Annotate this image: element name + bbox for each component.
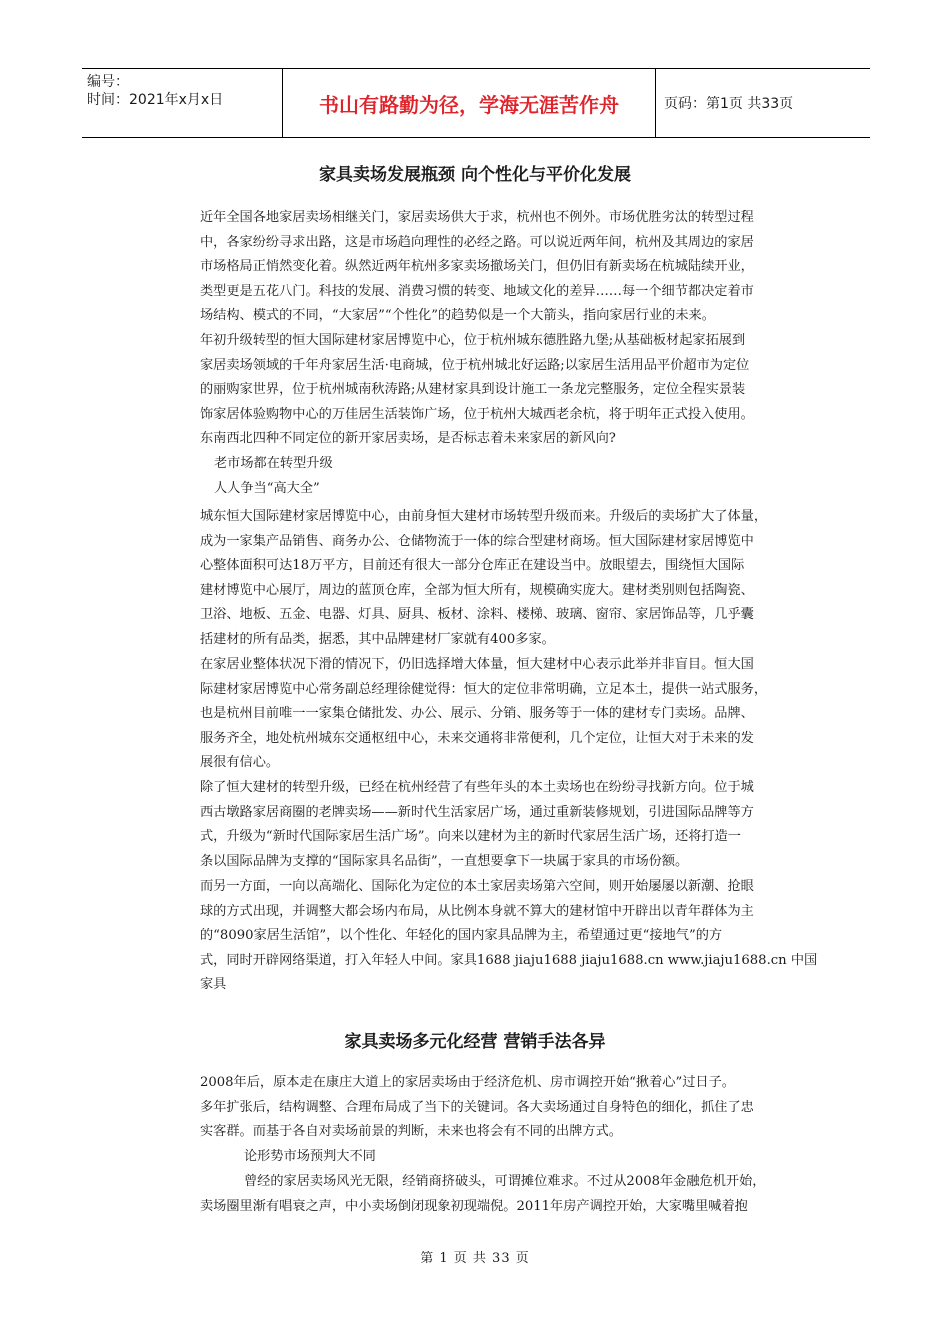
text-line: 也是杭州目前唯一一家集仓储批发、办公、展示、分销、服务等于一体的建材专门卖场。品牌、 (200, 706, 754, 722)
text-line: 括建材的所有品类，据悉，其中品牌建材厂家就有400多家。 (200, 631, 555, 647)
article1-paragraph-5 (200, 776, 820, 874)
text-line: 心整体面积可达18万平方，目前还有很大一部分仓库正在建设当中。放眼望去，围绕恒大国际 (200, 558, 745, 574)
article1-title: 家具卖场发展瓶颈 向个性化与平价化发展 (319, 165, 631, 185)
text-line: 而另一方面，一向以高端化、国际化为定位的本土家居卖场第六空间，则开始屡屡以新潮、抢眼 (200, 879, 754, 894)
text-line: 近年全国各地家居卖场相继关门，家居卖场供大于求，杭州也不例外。市场优胜劣汰的转型过程 (200, 210, 754, 225)
text-line: 西古墩路家居商圈的老牌卖场——新时代生活家居广场，通过重新装修规划，引进国际品牌等方 (200, 804, 754, 820)
text-line: 家居卖场领域的千年舟家居生活·电商城，位于杭州城北好运路;以家居生活用品平价超市为定位 (200, 357, 750, 373)
article2-title: 家具卖场多元化经营 营销手法各异 (344, 1032, 606, 1052)
header-page-info: 页码：第1页 共33页 (664, 96, 794, 112)
article2-paragraph-2 (200, 1170, 820, 1219)
text-line: 曾经的家居卖场风光无限，经销商挤破头，可谓摊位难求。不过从2008年金融危机开始， (244, 1174, 766, 1189)
text-line: 成为一家集产品销售、商务办公、仓储物流于一体的综合型建材商场。恒大国际建材家居博览中 (200, 533, 754, 549)
text-line: 卫浴、地板、五金、电器、灯具、厨具、板材、涂料、楼梯、玻璃、窗帘、家居饰品等，几乎囊 (200, 607, 754, 623)
document-number: 编号： (87, 74, 129, 90)
text-line: 的丽购家世界，位于杭州城南秋涛路;从建材家具到设计施工一条龙完整服务，定位全程实景装 (200, 382, 746, 398)
article1-subheading-1: 老市场都在转型升级 (214, 456, 333, 471)
text-line: 式，同时开辟网络渠道，打入年轻人中间。家具1688 jiaju1688 jiaju1688.cn www.jiaju1688.cn 中国 (200, 952, 818, 968)
document-time: 时间：2021年x月x日 (87, 92, 224, 108)
page-footer: 第 1 页 共 33 页 (420, 1251, 530, 1266)
text-line: 2008年后，原本走在康庄大道上的家居卖场由于经济危机、房市调控开始“揪着心”过日子。 (200, 1075, 735, 1090)
text-line: 服务齐全，地处杭州城东交通枢纽中心，未来交通将非常便利，几个定位，让恒大对于未来的发 (200, 730, 754, 746)
article1-paragraph-6 (200, 875, 820, 998)
text-line: 实客群。而基于各自对卖场前景的判断，未来也将会有不同的出牌方式。 (200, 1124, 622, 1140)
article1-subheading-2: 人人争当“高大全” (214, 481, 320, 496)
article1-paragraph-3 (200, 505, 820, 653)
header-motto: 书山有路勤为径，学海无涯苦作舟 (282, 69, 656, 137)
text-line: 场结构、模式的不同，“大家居”“个性化”的趋势似是一个大箭头，指向家居行业的未来。 (200, 308, 715, 324)
text-line: 建材博览中心展厅，周边的蓝顶仓库，全部为恒大所有，规模确实庞大。建材类别则包括陶瓷、 (200, 582, 754, 598)
text-line: 市场格局正悄然变化着。纵然近两年杭州多家卖场撤场关门，但仍旧有新卖场在杭城陆续开业， (200, 259, 754, 275)
text-line: 际建材家居博览中心常务副总经理徐健觉得：恒大的定位非常明确，立足本土，提供一站式服务， (200, 681, 768, 697)
text-line: 类型更是五花八门。科技的发展、消费习惯的转变、地域文化的差异……每一个细节都决定着市 (200, 283, 754, 299)
article2-paragraph-1 (200, 1071, 820, 1145)
text-line: 的“8090家居生活馆”，以个性化、年轻化的国内家具品牌为主，希望通过更“接地气”的方 (200, 928, 723, 944)
text-line: 式，升级为“新时代国际家居生活广场”。向来以建材为主的新时代家居生活广场，还将打造一 (200, 829, 741, 845)
article2-subheading: 论形势市场预判大不同 (244, 1149, 376, 1164)
text-line: 卖场圈里渐有唱衰之声，中小卖场倒闭现象初现端倪。2011年房产调控开始，大家嘴里喊着抱 (200, 1198, 748, 1214)
text-line: 城东恒大国际建材家居博览中心，由前身恒大建材市场转型升级而来。升级后的卖场扩大了体量， (200, 509, 768, 524)
text-line: 展很有信心。 (200, 755, 280, 771)
article1-paragraph-4 (200, 653, 820, 776)
text-line: 中，各家纷纷寻求出路，这是市场趋向理性的必经之路。可以说近两年间，杭州及其周边的家居 (200, 234, 754, 250)
article1-paragraph-2 (200, 329, 820, 452)
article1-paragraph-1 (200, 206, 820, 329)
text-line: 家具 (200, 977, 227, 993)
text-line: 在家居业整体状况下滑的情况下，仍旧选择增大体量，恒大建材中心表示此举并非盲目。恒大国 (200, 657, 754, 672)
text-line: 条以国际品牌为支撑的“国际家具名品街”，一直想要拿下一块属于家具的市场份额。 (200, 853, 689, 869)
text-line: 年初升级转型的恒大国际建材家居博览中心，位于杭州城东德胜路九堡;从基础板材起家拓展到 (200, 333, 746, 348)
text-line: 除了恒大建材的转型升级，已经在杭州经营了有些年头的本土卖场也在纷纷寻找新方向。位于城 (200, 780, 754, 795)
text-line: 东南西北四种不同定位的新开家居卖场，是否标志着未来家居的新风向? (200, 431, 616, 447)
text-line: 饰家居体验购物中心的万佳居生活装饰广场，位于杭州大城西老余杭，将于明年正式投入使用。 (200, 406, 754, 422)
text-line: 多年扩张后，结构调整、合理布局成了当下的关键词。各大卖场通过自身特色的细化，抓住了忠 (200, 1099, 754, 1115)
page-header (82, 68, 870, 138)
text-line: 球的方式出现，并调整大都会场内布局，从比例本身就不算大的建材馆中开辟出以青年群体为主 (200, 903, 754, 919)
header-meta (82, 69, 282, 137)
